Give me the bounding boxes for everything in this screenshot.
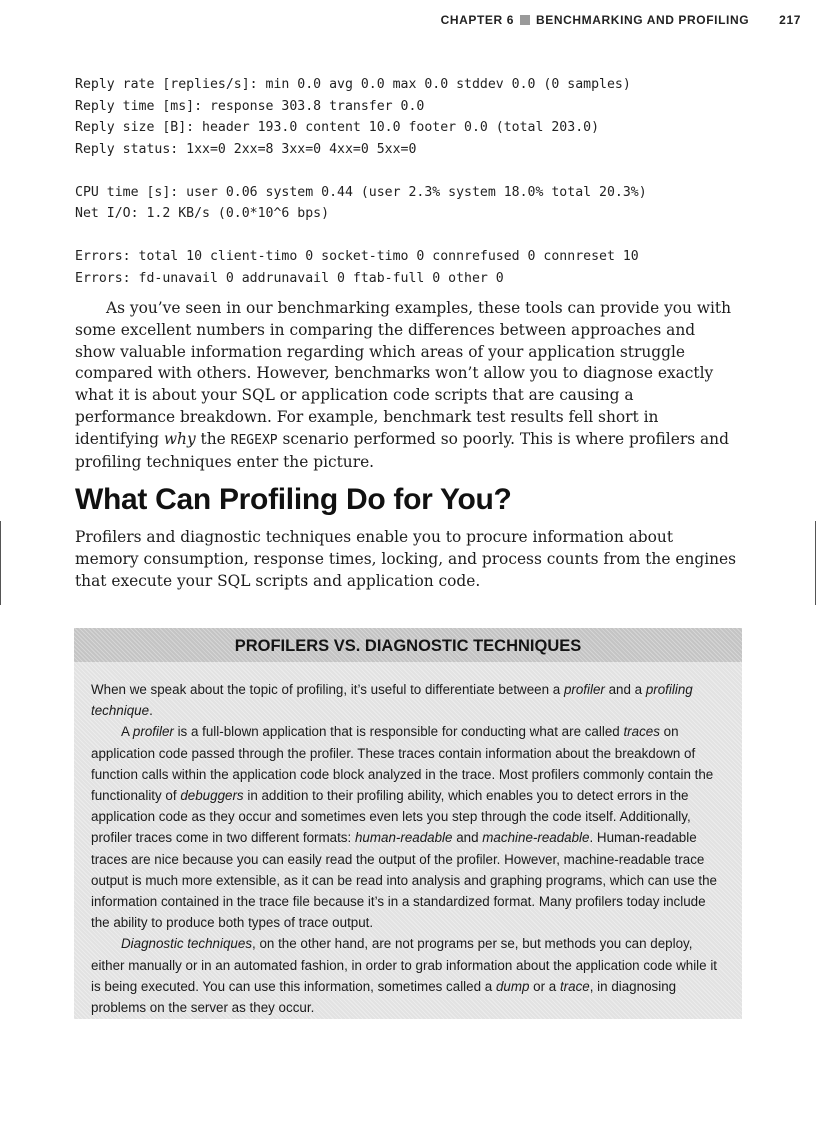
code-output-block xyxy=(75,74,755,289)
text-run: or a xyxy=(529,978,560,994)
emphasis-text: trace xyxy=(559,978,590,994)
text-run: As you’ve seen in our benchmarking examples, these tools can provide you with some excellent numbers in comparing the differences between approaches and show valuable information regarding which areas of your application struggle compared with others. However, benchmarks won’t allow you to diagnose exactly what it is about your SQL or application code scripts that are causing a performance breakdown. For example, benchmark test results fell short in identifying xyxy=(75,299,732,448)
emphasis-text: profiler xyxy=(132,724,174,740)
emphasis-text: debuggers xyxy=(180,788,244,804)
code-line: CPU time [s]: user 0.06 system 0.44 (user 2.3% system 18.0% total 20.3%) xyxy=(75,184,647,200)
running-head xyxy=(0,13,801,27)
sidebar-box xyxy=(74,628,742,1019)
section-heading: What Can Profiling Do for You? xyxy=(75,483,512,516)
sidebar-paragraph xyxy=(91,679,725,721)
code-line: Reply time [ms]: response 303.8 transfer 0.0 xyxy=(75,98,425,114)
inline-code: REGEXP xyxy=(230,432,278,448)
emphasis-text: profiler xyxy=(563,682,605,697)
text-run: in addition to their profiling ability, which enables you to detect errors in the application code as they occur and sometimes even lets you step through the code itself. Additionally, profiler traces come in two different formats: xyxy=(91,788,691,846)
text-run: When we speak about the topic of profiling, it’s useful to differentiate between a xyxy=(91,682,564,697)
emphasis-text: why xyxy=(163,429,196,448)
text-run: A xyxy=(121,724,133,740)
emphasis-text: human-readable xyxy=(354,830,453,846)
code-line: Reply status: 1xx=0 2xx=8 3xx=0 4xx=0 5xx=0 xyxy=(75,141,417,157)
text-run: and a xyxy=(604,682,646,697)
emphasis-text: dump xyxy=(495,978,530,994)
code-line: Errors: total 10 client-timo 0 socket-timo 0 connrefused 0 connreset 10 xyxy=(75,249,639,264)
code-line: Reply rate [replies/s]: min 0.0 avg 0.0 max 0.0 stddev 0.0 (0 samples) xyxy=(75,77,631,92)
crop-mark xyxy=(0,521,1,605)
text-run: and xyxy=(452,830,483,846)
code-line: Net I/O: 1.2 KB/s (0.0*10^6 bps) xyxy=(75,206,330,221)
code-line: Errors: fd-unavail 0 addrunavail 0 ftab-full 0 other 0 xyxy=(75,270,504,286)
sidebar-title: PROFILERS VS. DIAGNOSTIC TECHNIQUES xyxy=(74,628,742,662)
text-run: the xyxy=(195,429,231,448)
code-line: Reply size [B]: header 193.0 content 10.0 footer 0.0 (total 203.0) xyxy=(75,120,600,135)
sidebar-body xyxy=(74,662,742,1018)
sidebar-paragraph xyxy=(91,721,725,933)
text-run: , on the other hand, are not programs per se, but methods you can deploy, either manually or in an automated fashion, in order to grab information about the application code while it is being executed. You can use this information, sometimes called a xyxy=(91,936,718,994)
section-intro-paragraph: Profilers and diagnostic techniques enable you to procure information about memory consumption, response times, locking, and process counts from the engines that execute your SQL scripts and application code. xyxy=(75,528,737,590)
chapter-label: CHAPTER 6 xyxy=(440,13,515,27)
text-run: . Human-readable traces are nice because you can easily read the output of the profiler. However, machine-readable trace output is much more extensible, as it can be read into analysis and graphing programs, which can use the information contained in the trace file because it’s in a standardized format. Many profilers today include the ability to produce both types of trace output. xyxy=(91,830,717,931)
text-run: is a full-blown application that is responsible for conducting what are called xyxy=(173,724,624,740)
emphasis-text: machine-readable xyxy=(482,830,590,846)
body-paragraph xyxy=(75,298,738,473)
emphasis-text: Diagnostic techniques xyxy=(121,936,253,952)
chapter-title: BENCHMARKING AND PROFILING xyxy=(536,13,750,27)
text-run: . xyxy=(149,703,153,719)
text-run: scenario performed so poorly. This is where profilers and profiling techniques enter the picture. xyxy=(75,429,729,471)
square-separator-icon xyxy=(520,15,530,25)
page-number: 217 xyxy=(779,13,801,27)
emphasis-text: profiling technique xyxy=(91,682,693,719)
text-run: on application code passed through the profiler. These traces contain information about the breakdown of function calls within the application code block analyzed in the trace. Most profilers commonly contain the functionality of xyxy=(91,724,714,804)
sidebar-paragraph xyxy=(91,933,725,1018)
text-run: , in diagnosing problems on the server as they occur. xyxy=(91,978,677,1016)
emphasis-text: traces xyxy=(623,724,660,740)
